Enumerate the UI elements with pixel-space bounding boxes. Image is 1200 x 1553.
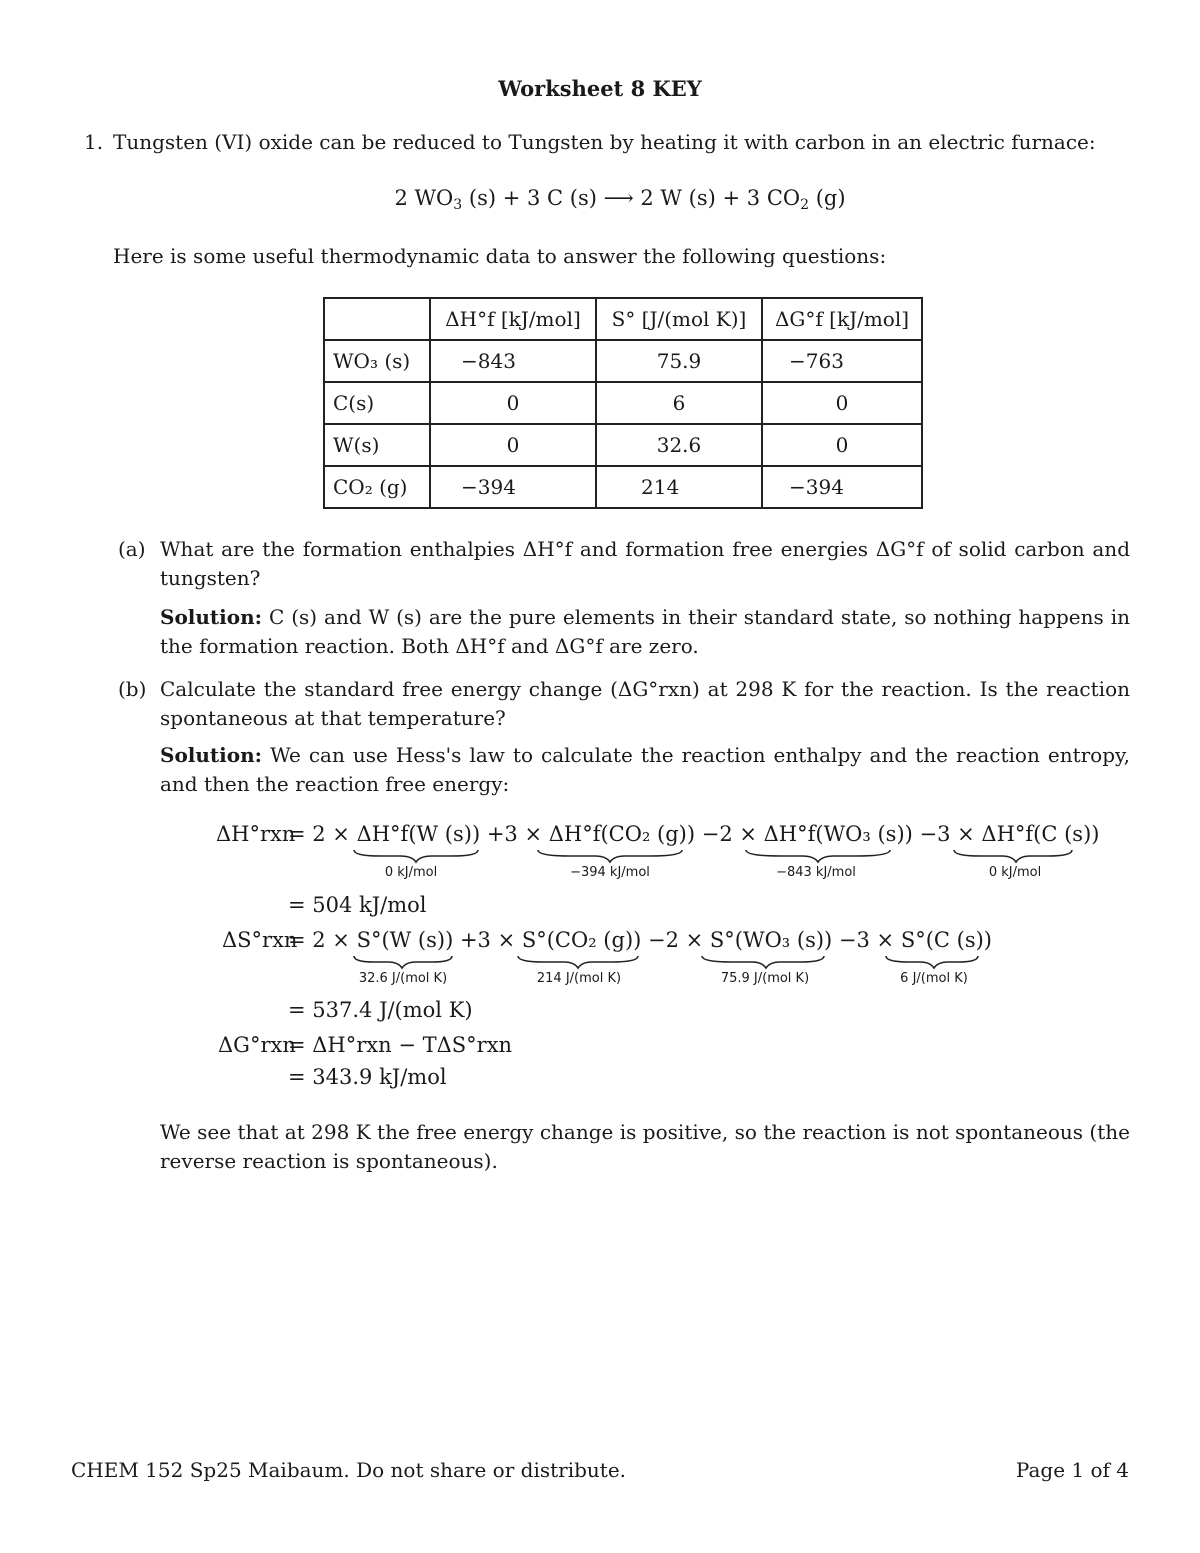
entropy-underbraces xyxy=(340,954,1080,970)
table-row xyxy=(324,340,922,382)
underbrace-label: −843 kJ/mol xyxy=(776,865,856,880)
solution-text: We can use Hess's law to calculate the reaction enthalpy and the reaction entropy, and then the reaction free energy: xyxy=(160,743,1131,796)
solution-label: Solution: xyxy=(160,605,263,629)
enthalpy-cell: −843 xyxy=(430,340,596,382)
part-b-question: Calculate the standard free energy change (ΔG°rxn) at 298 K for the reaction. Is the reaction spontaneous at that temperature? xyxy=(160,677,1130,730)
gibbs-cell: −763 xyxy=(762,340,922,382)
underbrace-label: 0 kJ/mol xyxy=(988,865,1042,880)
species-cell: CO₂ (g) xyxy=(324,466,430,508)
entropy-result: = 537.4 J/(mol K) xyxy=(288,998,473,1022)
species-cell: C(s) xyxy=(324,382,430,424)
part-a-solution xyxy=(160,603,1130,661)
entropy-cell: 32.6 xyxy=(596,424,762,466)
footer-left: CHEM 152 Sp25 Maibaum. Do not share or distribute. xyxy=(71,1458,627,1482)
data-intro: Here is some useful thermodynamic data to answer the following questions: xyxy=(113,244,887,268)
enthalpy-lhs: ΔH°rxn xyxy=(216,822,296,846)
reaction-equation: 2 $WO_3$ (s) + 3 C (s) ⟶ 2 W (s) + 3 $CO_2$ (g) xyxy=(394,186,846,213)
enthalpy-result: = 504 kJ/mol xyxy=(288,893,427,917)
enthalpy-cell: 0 xyxy=(430,382,596,424)
gibbs-cell: −394 xyxy=(762,466,922,508)
species-cell: WO₃ (s) xyxy=(324,340,430,382)
table-header-cell: ΔG°f [kJ/mol] xyxy=(762,298,922,340)
underbrace-label: 32.6 J/(mol K) xyxy=(358,971,448,986)
enthalpy-cell: 0 xyxy=(430,424,596,466)
part-b-label: (b) xyxy=(118,677,147,701)
gibbs-lhs: ΔG°rxn xyxy=(218,1033,296,1057)
entropy-lhs: ΔS°rxn xyxy=(222,928,298,952)
part-a-question: What are the formation enthalpies ΔH°f and formation free energies ΔG°f of solid carbon and tungsten? xyxy=(160,537,1130,590)
underbrace-label: 214 J/(mol K) xyxy=(536,971,622,986)
page-title: Worksheet 8 KEY xyxy=(498,76,702,101)
entropy-cell: 75.9 xyxy=(596,340,762,382)
entropy-rhs: = 2 × S°(W (s)) +3 × S°(CO₂ (g)) −2 × S°(WO₃ (s)) −3 × S°(C (s)) xyxy=(288,928,992,952)
table-header-cell: ΔH°f [kJ/mol] xyxy=(430,298,596,340)
entropy-cell: 6 xyxy=(596,382,762,424)
table-header-row xyxy=(324,298,922,340)
entropy-cell: 214 xyxy=(596,466,762,508)
underbrace-label: −394 kJ/mol xyxy=(570,865,650,880)
gibbs-result: = 343.9 kJ/mol xyxy=(288,1065,447,1089)
underbrace-label: 0 kJ/mol xyxy=(384,865,438,880)
part-b-solution xyxy=(160,741,1130,799)
enthalpy-underbraces xyxy=(340,848,1080,864)
gibbs-cell: 0 xyxy=(762,382,922,424)
footer-page-number: Page 1 of 4 xyxy=(1015,1458,1129,1482)
gibbs-cell: 0 xyxy=(762,424,922,466)
underbrace-label: 6 J/(mol K) xyxy=(900,971,968,986)
solution-text: C (s) and W (s) are the pure elements in their standard state, so nothing happens in the formation reaction. Both ΔH°f and ΔG°f are zero. xyxy=(160,605,1130,658)
species-cell: W(s) xyxy=(324,424,430,466)
gibbs-rhs: = ΔH°rxn − TΔS°rxn xyxy=(288,1033,513,1057)
thermo-table xyxy=(323,297,923,509)
problem-intro: Tungsten (VI) oxide can be reduced to Tungsten by heating it with carbon in an electric furnace: xyxy=(113,130,1096,154)
enthalpy-cell: −394 xyxy=(430,466,596,508)
problem-number: 1. xyxy=(84,130,104,154)
table-row xyxy=(324,424,922,466)
table-header-cell: S° [J/(mol K)] xyxy=(596,298,762,340)
solution-label: Solution: xyxy=(160,743,263,767)
conclusion: We see that at 298 K the free energy change is positive, so the reaction is not spontaneous (the reverse reaction is spontaneous). xyxy=(160,1120,1130,1173)
table-header-cell xyxy=(324,298,430,340)
underbrace-label: 75.9 J/(mol K) xyxy=(720,971,810,986)
table-row xyxy=(324,466,922,508)
table-row xyxy=(324,382,922,424)
enthalpy-rhs: = 2 × ΔH°f(W (s)) +3 × ΔH°f(CO₂ (g)) −2 × ΔH°f(WO₃ (s)) −3 × ΔH°f(C (s)) xyxy=(288,822,1100,846)
part-a-label: (a) xyxy=(118,537,146,561)
